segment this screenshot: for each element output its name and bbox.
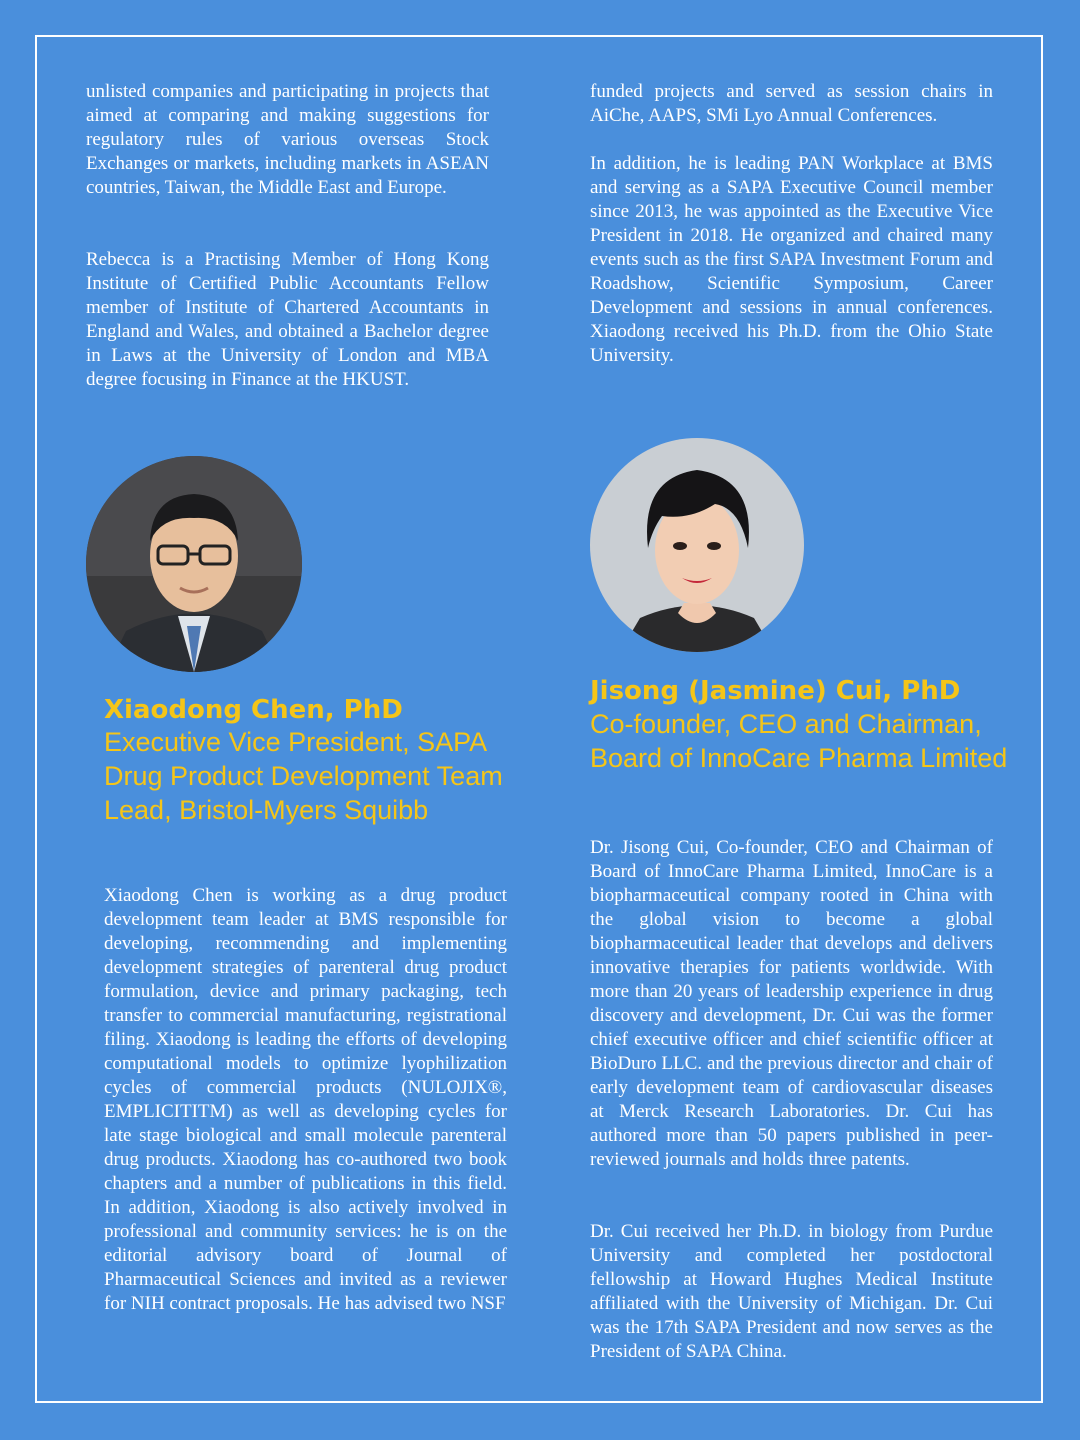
jisong-cui-bio-paragraph-1: Dr. Jisong Cui, Co-founder, CEO and Chairman of Board of InnoCare Pharma Limited, InnoCare is a biopharmaceutical company rooted in China with the global vision to become a global biopharmaceutical leader that develops and delivers innovative therapies for patients worldwide. With more than 20 years of leadership experience in drug discovery and development, Dr. Cui was the former chief executive officer and chief scientific officer at BioDuro LLC. and the previous director and chair of early development team of cardiovascular diseases at Merck Research Laboratories. Dr. Cui has authored more than 50 papers published in peer-reviewed journals and holds three patents. — [590, 837, 993, 1170]
jisong-cui-bio-paragraph-2: Dr. Cui received her Ph.D. in biology from Purdue University and completed her postdoctoral fellowship at Howard Hughes Medical Institute affiliated with the University of Michigan. Dr. Cui was the 17th SAPA President and now serves as the President of SAPA China. — [590, 1221, 993, 1362]
jisong-cui-photo — [590, 438, 804, 652]
xiaodong-chen-bio: Xiaodong Chen is working as a drug product development team leader at BMS responsible for developing, recommending and implementing development strategies of parenteral drug product formulation, device and primary packaging, tech transfer to commercial manufacturing, registrational filing. Xiaodong is leading the efforts of developing computational models to optimize lyophilization cycles of commercial products (NULOJIX®, EMPLICITITM) as well as developing cycles for late stage biological and small molecule parenteral drug products. Xiaodong has co-authored two book chapters and a number of publications in this field. In addition, Xiaodong is also actively involved in professional and community services: he is on the editorial advisory board of Journal of Pharmaceutical Sciences and invited as a reviewer for NIH contract proposals. He has advised two NSF — [104, 885, 507, 1314]
portrait-woman-image — [590, 438, 804, 652]
jisong-cui-name: Jisong (Jasmine) Cui, PhD — [590, 676, 961, 706]
xiaodong-chen-title: Executive Vice President, SAPA Drug Product Development Team Lead, Bristol-Myers Squibb — [104, 727, 503, 825]
left-intro-paragraph-1: unlisted companies and participating in projects that aimed at comparing and making suggestions for regulatory rules of various overseas Stock Exchanges or markets, including markets in ASEAN countries, Taiwan, the Middle East and Europe. — [86, 81, 489, 198]
left-intro-paragraph-2: Rebecca is a Practising Member of Hong Kong Institute of Certified Public Accountants Fellow member of Institute of Chartered Accountants in England and Wales, and obtained a Bachelor degree in Laws at the University of London and MBA degree focusing in Finance at the HKUST. — [86, 249, 489, 390]
xiaodong-chen-name: Xiaodong Chen, PhD — [104, 695, 403, 725]
portrait-man-image — [86, 456, 302, 672]
xiaodong-chen-photo — [86, 456, 302, 672]
jisong-cui-title: Co-founder, CEO and Chairman, Board of InnoCare Pharma Limited — [590, 709, 1008, 773]
right-intro-paragraph-2: In addition, he is leading PAN Workplace at BMS and serving as a SAPA Executive Council member since 2013, he was appointed as the Executive Vice President in 2018. He organized and chaired many events such as the first SAPA Investment Forum and Roadshow, Scientific Symposium, Career Development and sessions in annual conferences. Xiaodong received his Ph.D. from the Ohio State University. — [590, 153, 993, 366]
right-intro-paragraph-1: funded projects and served as session chairs in AiChe, AAPS, SMi Lyo Annual Conferences. — [590, 81, 993, 126]
